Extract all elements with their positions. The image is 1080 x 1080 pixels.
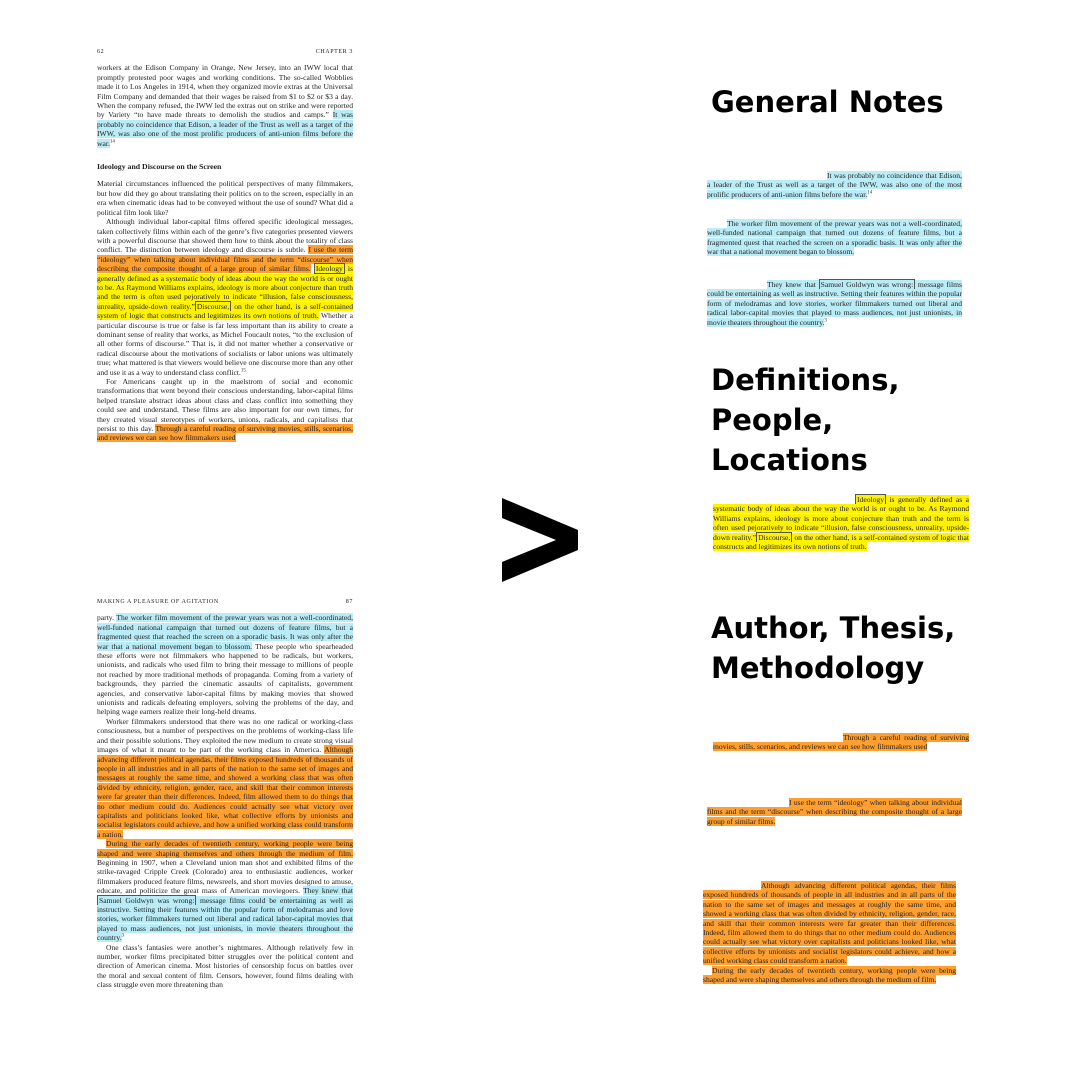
orange-highlight: I use the term “ideology” when talking about individual films and the term “discourse” when describing the composite thought of a large group of similar films. [707,798,962,826]
section-title: Ideology and Discourse on the Screen [97,162,222,172]
paragraph: One class’s fantasies were another’s nightmares. Although relatively few in number, worker films precipitated bitter struggles over the political content and direction of American cinema. Most histories of censorship focus on battles over the moral and sexual content of film. Censors, however, found films dealing with class struggle even more threatening than [97,942,353,990]
boxed-name-goldwyn: Samuel Goldwyn was wrong: [99,895,195,905]
orange-highlight: Through a careful reading of surviving movies, stills, scenarios, and reviews we can see how filmmakers used [97,424,353,443]
blue-highlight: They knew that Samuel Goldwyn was wrong: message films could be entertaining as well as instructive. Setting their features within the popular form of melodramas and love stories, worker filmmakers turned out liberal and radical labor-capital movies that played to mass audiences, not just unionists, in movie theaters throughout the country. [97,886,354,943]
page-number: 62 [97,49,105,55]
orange-highlight: Although advancing different political agendas, their films exposed hundreds of thousands of people in all industries and in all parts of the nation to the same set of images and messages at roughly the same time, and showed a working class that was often divided by ethnicity, religion, gender, race, and skill that their common interests were far greater than their differences. Indeed, film allowed them to do things that no other medium could do. Audiences could actually see what victory over capitalists and politicians looked like, what collective efforts by unionists and socialist legislators could achieve, and how a unified working class could transform a nation. [703,881,956,966]
paragraph: party. The worker film movement of the prewar years was not a well-coordinated, well-funded national campaign that turned out dozens of feature films, but a fragmented quest that reached the screen on a sporadic basis. It was only after the war that a national movement began to blossom. These people who spearheaded these efforts were not filmmakers who happened to be radicals, but workers, unionists, and radicals who used film to bring their message to millions of people not reached by more traditional methods of propaganda. Coming from a variety of backgrounds, they parried the cinematic assaults of capitalists, government agencies, and conservative labor-capital films by making movies that showed unionists and radicals defeating employers, solving the problems of the day, and helping wage earners realize their long-held dreams. [97,613,354,717]
page-header [97,598,353,607]
blue-highlight: It was probably no coincidence that Edison, a leader of the Trust as well as a target of the IWW, was also one of the most prolific producers of anti-union films before the war. [97,110,353,148]
heading-definitions: Definitions, People, Locations [711,363,900,477]
paragraph: During the early decades of twentieth century, working people were being shaped and were shaping themselves and others through the medium of film. Beginning in 1907, when a Cleveland union man shot and exhibited films of the strike-ravaged Cripple Creek (Colorado) area to enthusiastic audiences, worker filmmakers produced feature films, newsreels, and short movies designed to amuse, educate, and politicize the great mass of American moviegoers. They knew that Samuel Goldwyn was wrong: message films could be entertaining as well as instructive. Setting their features within the popular form of melodramas and love stories, worker filmmakers turned out liberal and radical labor-capital movies that played to mass audiences, not just unionists, in movie theaters throughout the country.$^3$ [97,839,354,943]
note-snippet: It was probably no coincidence that Edison, a leader of the Trust as well as a target of the IWW, was also one of the most prolific producers of anti-union films before the war.$^{14}$ [707,171,962,199]
orange-highlight: Although advancing different political agendas, their films exposed hundreds of thousands of people in all industries and in all parts of the nation to the same set of images and messages at roughly the same time, and showed a working class that was often divided by ethnicity, religion, gender, race, and skill that their common interests were far greater than their differences. Indeed, film allowed them to do things that no other medium could do. Audiences could actually see what victory over capitalists and politicians looked like, what collective efforts by unionists and socialist legislators could achieve, and how a unified working class could transform a nation. [97,745,353,839]
orange-highlight: During the early decades of twentieth century, working people were being shaped and were shaping themselves and others through the medium of film. [97,839,353,858]
boxed-term-discourse: Discourse, [758,532,791,542]
author-snippet [703,881,956,984]
author-snippet [713,733,969,752]
orange-highlight: I use the term “ideology” when talking about individual films and the term “discourse” when describing the composite thought of a large group of similar films. [97,245,354,274]
paragraph: For Americans caught up in the maelstrom of social and economic transformations that went beyond their conscious understanding, labor-capital films helped translate abstract ideas about class and class conflict into something they could see and understand. These films are also important for our own times, for they created visual stereotypes of workers, unions, radicals, and capitalists that persist to this day. Through a careful reading of surviving movies, stills, scenarios, and reviews we can see how filmmakers used [97,377,353,443]
note-snippet [707,219,962,257]
author-snippet [707,798,962,826]
heading-general-notes: General Notes [711,85,944,119]
note-snippet: They knew that Samuel Goldwyn was wrong: message films could be entertaining as well as instructive. Setting their features within the popular form of melodramas and love stories, worker filmmakers turned out liberal and radical labor-capital movies that played to mass audiences, not just unionists, in movie theaters throughout the country.$^3$ [707,280,962,327]
boxed-term-ideology: Ideology [315,264,343,274]
page-header [97,48,353,57]
arrow-icon [490,490,590,590]
paragraph: workers at the Edison Company in Orange, New Jersey, into an IWW local that promptly protested poor wages and working conditions. The so-called Wobblies made it to Los Angeles in 1914, when they organized movie extras at the Universal Film Company and demanded that their wages be raised from $1 to $2 or $3 a day. When the company refused, the IWW led the extras out on strike and were reported by Variety “to have made threats to demolish the studios and camps.” It was probably no coincidence that Edison, a leader of the Trust as well as a target of the IWW, was also one of the most prolific producers of anti-union films before the war.$^{14}$ [97,63,353,148]
paragraph: Material circumstances influenced the political perspectives of many filmmakers, but how did they go about translating their politics on to the screen, especially in an era when cinematic ideas had to be conveyed without the use of sound? What did a political film look like? [97,179,353,217]
page-number: 87 [345,599,353,605]
blue-highlight: The worker film movement of the prewar years was not a well-coordinated, well-funded national campaign that turned out dozens of feature films, but a fragmented quest that reached the screen on a sporadic basis. It was only after the war that a national movement began to blossom. [97,613,353,651]
boxed-term-discourse: Discourse, [196,301,230,311]
blue-highlight: They knew that Samuel Goldwyn was wrong: message films could be entertaining as well as instructive. Setting their features within the popular form of melodramas and love stories, worker filmmakers turned out liberal and radical labor-capital movies that played to mass audiences, not just unionists, in movie theaters throughout the country. [707,280,962,327]
boxed-term-ideology: Ideology [857,495,884,504]
book-page-62 [97,48,353,443]
running-head: CHAPTER 3 [315,49,353,55]
blue-highlight: The worker film movement of the prewar years was not a well-coordinated, well-funded national campaign that turned out dozens of feature films, but a fragmented quest that reached the screen on a sporadic basis. It was only after the war that a national movement began to blossom. [707,219,962,257]
yellow-highlight: Ideology is generally defined as a systematic body of ideas about the way the world is or ought to be. As Raymond Williams explains, ideology is more about conjecture than truth and the term is often used pejoratively to indicate “illusion, false consciousness, unreality, upside-down reality.” Discourse, on the other hand, is a self-contained system of logic that constructs and legitimizes its own notions of truth. [713,495,969,552]
boxed-name-goldwyn: Samuel Goldwyn was wrong: [820,280,914,289]
orange-highlight: Through a careful reading of surviving movies, stills, scenarios, and reviews we can see how filmmakers used [713,733,969,752]
blue-highlight: It was probably no coincidence that Edison, a leader of the Trust as well as a target of the IWW, was also one of the most prolific producers of anti-union films before the war. [707,171,962,199]
orange-highlight: During the early decades of twentieth century, working people were being shaped and were shaping themselves and others through the medium of film. [703,965,956,985]
book-page-87 [97,598,353,990]
heading-author-thesis: Author, Thesis, Methodology [711,611,956,685]
paragraph: Although individual labor-capital films offered specific ideological messages, taken collectively films within each of the genre’s five categories presented viewers with a powerful discourse that showed them how to think about the totality of class conflict. The distinction between ideology and discourse is subtle. I use the term “ideology” when talking about individual films and the term “discourse” when describing the composite thought of a large group of similar films. Ideology is generally defined as a systematic body of ideas about the way the world is or ought to be. As Raymond Williams explains, ideology is more about conjecture than truth and the term is often used pejoratively to indicate “illusion, false consciousness, unreality, upside-down reality.” Discourse, on the other hand, is a self-contained system of logic that constructs and legitimizes its own notions of truth. Whether a particular discourse is true or false is far less important than its ability to create a dominant sense of reality that works, as Michel Foucault notes, “to the exclusion of all other forms of discourse.” That is, it did not matter whether a conservative or radical discourse about the motivations of socialists or labor unions was ultimately true; what mattered is that viewers would believe one discourse more than any other and use it as a way to understand class conflict.$^{15}$ [97,217,354,377]
yellow-highlight: Ideology is generally defined as a systematic body of ideas about the way the world is or ought to be. As Raymond Williams explains, ideology is more about conjecture than truth and the term is often used pejoratively to indicate “illusion, false consciousness, unreality, upside-down reality.” Discourse, on the other hand, is a self-contained system of logic that constructs and legitimizes its own notions of truth. [97,264,353,321]
definition-snippet [713,495,969,551]
paragraph: Worker filmmakers understood that there was no one radical or working-class consciousness, but a number of perspectives on the problems of working-class life and their possible solutions. They exploited the new medium to create strong visual images of what it meant to be part of the working class in America. Although advancing different political agendas, their films exposed hundreds of thousands of people in all industries and in all parts of the nation to the same set of images and messages at roughly the same time, and showed a working class that was often divided by ethnicity, religion, gender, race, and skill that their common interests were far greater than their differences. Indeed, film allowed them to do things that no other medium could do. Audiences could actually see what victory over capitalists and politicians looked like, what collective efforts by unionists and socialist legislators could achieve, and how a unified working class could transform a nation. [97,716,353,839]
running-head: MAKING A PLEASURE OF AGITATION [97,599,219,605]
